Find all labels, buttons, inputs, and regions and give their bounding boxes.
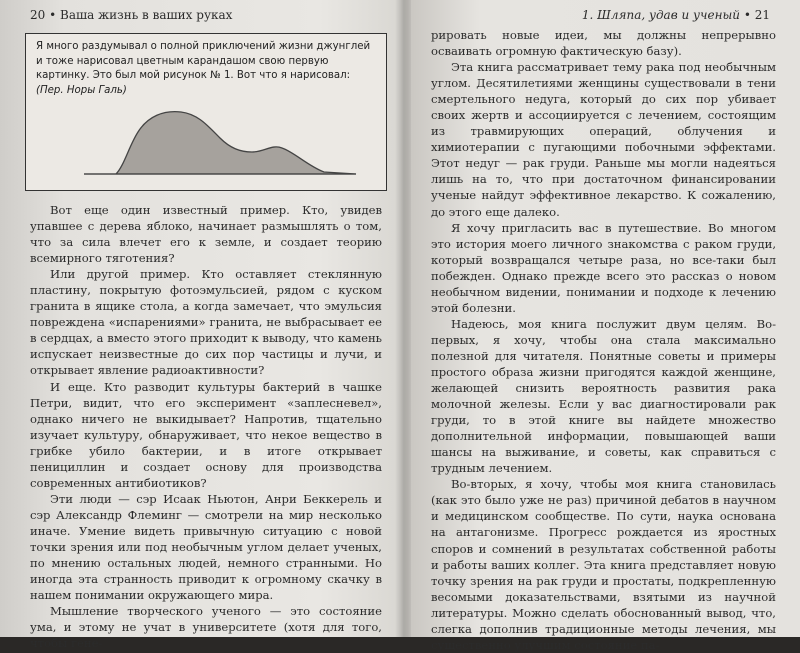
- right-running-head: [582, 8, 770, 22]
- paragraph: Эти люди — сэр Исаак Ньютон, Анри Беккерель и сэр Александр Флеминг — смотрели на мир несколько иначе. Умение видеть привычную ситуацию с новой точки зрения или под необычным углом делает ученых, по мнению остальных людей, немного странными. Но иногда эта странность приводит к огромному скачку в нашем понимании окружающего мира.: [30, 491, 382, 603]
- paragraph: Мышление творческого ученого — это состояние ума, и этому не учат в университете (хотя для того, чтобы гене-: [30, 604, 382, 651]
- paragraph: Эта книга рассматривает тему рака под необычным углом. Десятилетиями женщины существовали в тени смертельного недуга, который до сих пор убивает своих жертв и ассоциируется с лечением, состоящим из травмирующих операций, облучения и химиотерапии с пугающими побочными эффектами. Этот недуг — рак груди. Раньше мы могли надеяться лишь на то, что при достаточном финансировании ученые найдут эффективное лекарство. К сожалению, до этого еще далеко.: [431, 60, 776, 219]
- figure-caption-text: Я много раздумывал о полной приключений жизни джунглей и тоже нарисовал цветным карандашом свою первую картинку. Это был мой рисунок № 1. Вот что я нарисовал:: [36, 41, 371, 81]
- left-head-bullet: •: [49, 8, 61, 22]
- paragraph: Надеюсь, моя книга послужит двум целям. Во-первых, я хочу, чтобы она стала максимально полезной для читателя. Понятные советы и примеры простого образа жизни пригодятся каждой женщине, желающей снизить вероятность развития рака молочной железы. Если у вас диагностировали рак груди, то в этой книге вы найдете множество дополнительной информации, повышающей ваши шансы на выживание, и советы, как справиться с трудным лечением.: [431, 316, 776, 476]
- paragraph: Или другой пример. Кто оставляет стеклянную пластину, покрытую фотоэмульсией, рядом с куском гранита в ящике стола, а когда замечает, что эмульсия повреждена «испарениями» гранита, не выбрасывает ее в сердцах, а вместо этого приходит к выводу, что камень испускает неизвестные до сих пор частицы и лучи, и открывает явление радиоактивности?: [30, 267, 382, 378]
- left-head-title: Ваша жизнь в ваших руках: [60, 8, 233, 22]
- right-page-number: 21: [754, 8, 770, 22]
- paragraph: Вот еще один известный пример. Кто, увидев упавшее с дерева яблоко, начинает размышлять о том, что за сила влечет его к земле, и создает теорию всемирного тяготения?: [30, 203, 382, 266]
- right-head-title: 1. Шляпа, удав и ученый: [581, 8, 740, 22]
- hat-shape: [84, 112, 356, 174]
- left-page-number: 20: [30, 8, 46, 22]
- paragraph-continuation: рировать новые идеи, мы должны непрерывно осваивать огромную фактическую базу).: [431, 28, 776, 59]
- paragraph: Во-вторых, я хочу, чтобы моя книга становилась (как это было уже не раз) причиной дебатов в научном и медицинском сообществе. По сути, наука основана на антагонизме. Прогресс рождается из яростных споров и сомнений в результатах собственной работы и работы ваших коллег. Эта книга представляет новую точку зрения на рак груди и простаты, подкрепленную весомыми доказательствами, взятыми из научной литературы. Можно сделать обоснованный вывод, что, слегка дополнив традиционные методы лечения, мы существенно улучшим состояние па-: [431, 477, 776, 652]
- hat-drawing: [26, 34, 388, 192]
- right-head-bullet: •: [743, 8, 755, 22]
- figure-box: [25, 33, 387, 191]
- right-body-text: [431, 27, 776, 653]
- paragraph: И еще. Кто разводит культуры бактерий в чашке Петри, видит, что его эксперимент «заплесневел», однако ничего не выкидывает? Напротив, тщательно изучает культуру, обнаруживает, что некое вещество в грибке убило бактерии, и в итоге открывает пенициллин и создает основу для производства современных антибиотиков?: [30, 379, 382, 490]
- left-running-head: [30, 8, 232, 22]
- right-page: [405, 0, 800, 652]
- left-body-text: [30, 202, 382, 651]
- paragraph: Я хочу пригласить вас в путешествие. Во многом это история моего личного знакомства с раком груди, который возвращался четыре раза, но все-таки был побежден. Однако прежде всего это рассказ о новом необычном видении, понимании и подходе к лечению этой болезни.: [431, 220, 776, 315]
- figure-credit: (Пер. Норы Галь): [36, 84, 127, 96]
